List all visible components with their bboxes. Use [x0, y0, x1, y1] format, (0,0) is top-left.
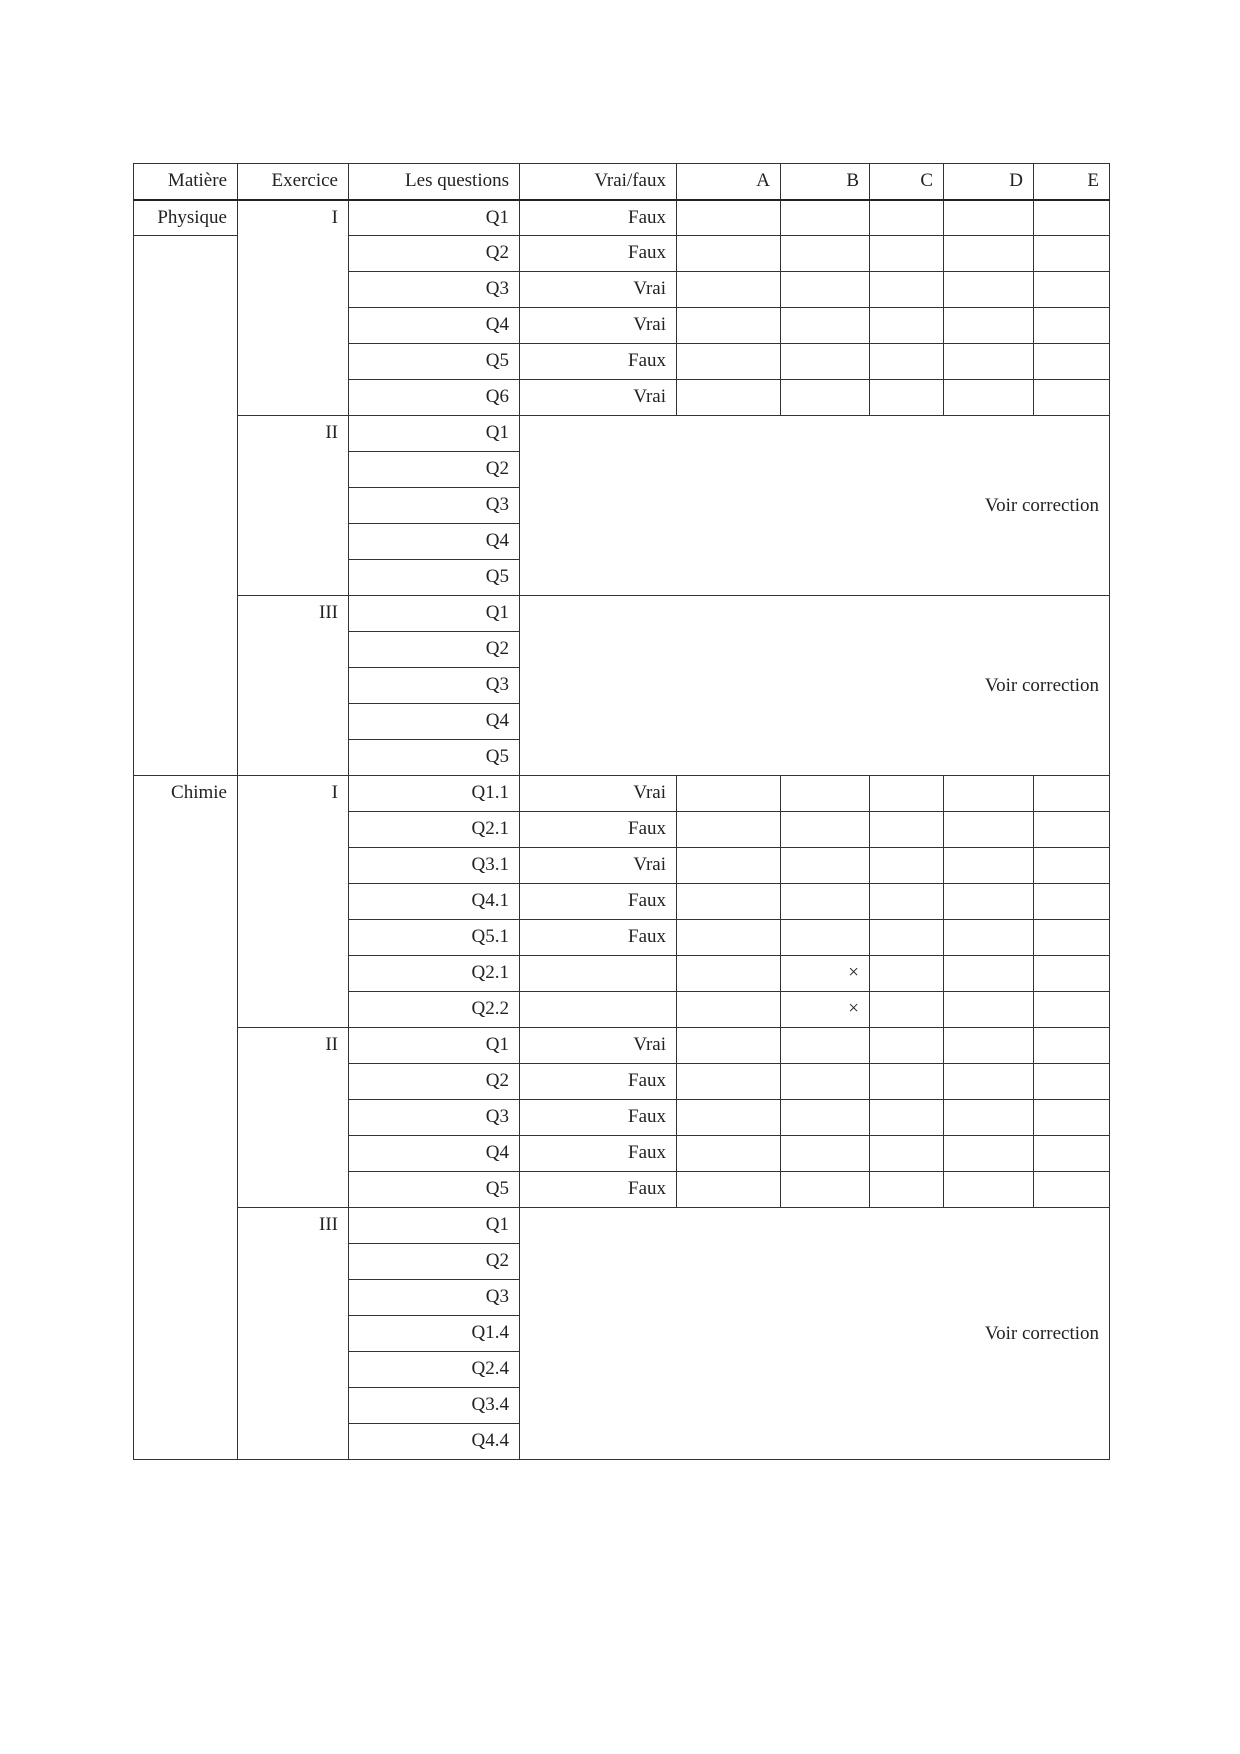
choice-cell-d	[944, 920, 1034, 956]
choice-cell-c	[870, 884, 944, 920]
choice-cell-e	[1034, 1100, 1110, 1136]
table-row	[134, 596, 1110, 632]
question-cell: Q2	[349, 1244, 520, 1280]
choice-cell-a	[677, 1028, 781, 1064]
choice-cell-a	[677, 920, 781, 956]
question-cell: Q1.4	[349, 1316, 520, 1352]
vrai-faux-cell: Faux	[520, 920, 677, 956]
choice-cell-d	[944, 380, 1034, 416]
choice-cell-c	[870, 380, 944, 416]
question-cell: Q2	[349, 632, 520, 668]
choice-cell-b	[781, 200, 870, 236]
choice-cell-a	[677, 848, 781, 884]
question-cell: Q1	[349, 416, 520, 452]
vrai-faux-cell: Faux	[520, 344, 677, 380]
question-cell: Q5	[349, 1172, 520, 1208]
choice-cell-b	[781, 1136, 870, 1172]
choice-cell-e	[1034, 380, 1110, 416]
question-cell: Q2.4	[349, 1352, 520, 1388]
choice-cell-a	[677, 992, 781, 1028]
header-cell-exercice: Exercice	[238, 164, 349, 200]
voir-correction-cell: Voir correction	[520, 596, 1110, 776]
header-cell-c: C	[870, 164, 944, 200]
choice-cell-b	[781, 380, 870, 416]
choice-cell-b	[781, 1172, 870, 1208]
question-cell: Q2.1	[349, 956, 520, 992]
question-cell: Q4.1	[349, 884, 520, 920]
choice-cell-e	[1034, 1136, 1110, 1172]
exercise-cell: II	[238, 1028, 349, 1208]
choice-cell-c	[870, 1172, 944, 1208]
choice-cell-b	[781, 1064, 870, 1100]
choice-cell-a	[677, 776, 781, 812]
choice-cell-d	[944, 200, 1034, 236]
vrai-faux-cell: Faux	[520, 236, 677, 272]
choice-cell-e	[1034, 776, 1110, 812]
question-cell: Q2.2	[349, 992, 520, 1028]
choice-cell-d	[944, 776, 1034, 812]
header-cell-vrai-faux: Vrai/faux	[520, 164, 677, 200]
vrai-faux-cell: Vrai	[520, 380, 677, 416]
header-cell-d: D	[944, 164, 1034, 200]
vrai-faux-cell: Faux	[520, 812, 677, 848]
question-cell: Q4.4	[349, 1424, 520, 1460]
choice-cell-c	[870, 848, 944, 884]
choice-cell-d	[944, 344, 1034, 380]
choice-cell-e	[1034, 272, 1110, 308]
choice-cell-b	[781, 272, 870, 308]
choice-cell-c	[870, 776, 944, 812]
choice-cell-a	[677, 1064, 781, 1100]
choice-cell-d	[944, 956, 1034, 992]
choice-cell-c	[870, 920, 944, 956]
choice-cell-e	[1034, 992, 1110, 1028]
question-cell: Q2	[349, 1064, 520, 1100]
question-cell: Q3.4	[349, 1388, 520, 1424]
choice-cell-c	[870, 956, 944, 992]
vrai-faux-cell: Faux	[520, 1172, 677, 1208]
vrai-faux-cell: Faux	[520, 1100, 677, 1136]
choice-cell-a	[677, 1136, 781, 1172]
choice-cell-a	[677, 812, 781, 848]
table-row	[134, 1208, 1110, 1244]
question-cell: Q3.1	[349, 848, 520, 884]
choice-cell-d	[944, 236, 1034, 272]
header-cell-e: E	[1034, 164, 1110, 200]
choice-cell-b	[781, 1028, 870, 1064]
question-cell: Q3	[349, 668, 520, 704]
question-cell: Q1	[349, 1028, 520, 1064]
exercise-cell: II	[238, 416, 349, 596]
vrai-faux-cell: Faux	[520, 1064, 677, 1100]
question-cell: Q4	[349, 704, 520, 740]
choice-cell-c	[870, 812, 944, 848]
question-cell: Q1.1	[349, 776, 520, 812]
question-cell: Q3	[349, 272, 520, 308]
choice-cell-d	[944, 848, 1034, 884]
table-row	[134, 416, 1110, 452]
choice-cell-d	[944, 1064, 1034, 1100]
choice-cell-c	[870, 1100, 944, 1136]
choice-cell-b	[781, 920, 870, 956]
choice-cell-a	[677, 1172, 781, 1208]
question-cell: Q4	[349, 308, 520, 344]
choice-cell-c	[870, 1136, 944, 1172]
answer-table	[133, 163, 1110, 1460]
header-row	[134, 164, 1110, 200]
question-cell: Q3	[349, 1280, 520, 1316]
header-cell-questions: Les questions	[349, 164, 520, 200]
choice-cell-a	[677, 380, 781, 416]
choice-cell-a	[677, 272, 781, 308]
choice-cell-e	[1034, 200, 1110, 236]
question-cell: Q4	[349, 1136, 520, 1172]
choice-cell-c	[870, 1028, 944, 1064]
choice-cell-e	[1034, 236, 1110, 272]
choice-cell-b	[781, 812, 870, 848]
exercise-cell: I	[238, 200, 349, 416]
question-cell: Q3	[349, 1100, 520, 1136]
subject-cell-continued	[134, 236, 238, 776]
choice-cell-d	[944, 884, 1034, 920]
vrai-faux-cell: Vrai	[520, 848, 677, 884]
choice-cell-e	[1034, 812, 1110, 848]
question-cell: Q5.1	[349, 920, 520, 956]
table-body	[134, 164, 1110, 1460]
question-cell: Q5	[349, 560, 520, 596]
vrai-faux-cell: Faux	[520, 200, 677, 236]
choice-cell-c	[870, 992, 944, 1028]
choice-cell-e	[1034, 884, 1110, 920]
vrai-faux-cell: Vrai	[520, 272, 677, 308]
choice-cell-c	[870, 308, 944, 344]
choice-cell-d	[944, 1172, 1034, 1208]
choice-cell-d	[944, 812, 1034, 848]
vrai-faux-cell: Faux	[520, 884, 677, 920]
choice-cell-c	[870, 272, 944, 308]
voir-correction-cell: Voir correction	[520, 416, 1110, 596]
vrai-faux-cell: Vrai	[520, 776, 677, 812]
choice-cell-c	[870, 344, 944, 380]
choice-cell-a	[677, 956, 781, 992]
subject-cell: Chimie	[134, 776, 238, 1460]
question-cell: Q6	[349, 380, 520, 416]
choice-cell-e	[1034, 1172, 1110, 1208]
choice-cell-d	[944, 992, 1034, 1028]
choice-cell-b	[781, 848, 870, 884]
choice-cell-e	[1034, 1028, 1110, 1064]
choice-cell-e	[1034, 848, 1110, 884]
question-cell: Q2	[349, 236, 520, 272]
table-row	[134, 776, 1110, 812]
choice-cell-e	[1034, 344, 1110, 380]
question-cell: Q5	[349, 344, 520, 380]
choice-cell-c	[870, 1064, 944, 1100]
question-cell: Q1	[349, 200, 520, 236]
question-cell: Q1	[349, 596, 520, 632]
header-cell-b: B	[781, 164, 870, 200]
choice-cell-e	[1034, 920, 1110, 956]
question-cell: Q5	[349, 740, 520, 776]
choice-cell-d	[944, 1136, 1034, 1172]
vrai-faux-cell: Vrai	[520, 308, 677, 344]
choice-mark-b: ×	[781, 956, 870, 992]
choice-cell-a	[677, 308, 781, 344]
vrai-faux-cell	[520, 992, 677, 1028]
choice-cell-d	[944, 1028, 1034, 1064]
header-cell-matiere: Matière	[134, 164, 238, 200]
choice-cell-e	[1034, 308, 1110, 344]
question-cell: Q3	[349, 488, 520, 524]
exercise-cell: III	[238, 596, 349, 776]
vrai-faux-cell: Vrai	[520, 1028, 677, 1064]
question-cell: Q2.1	[349, 812, 520, 848]
table-row	[134, 200, 1110, 236]
choice-cell-d	[944, 308, 1034, 344]
voir-correction-cell: Voir correction	[520, 1208, 1110, 1460]
choice-cell-d	[944, 272, 1034, 308]
question-cell: Q1	[349, 1208, 520, 1244]
vrai-faux-cell	[520, 956, 677, 992]
question-cell: Q4	[349, 524, 520, 560]
choice-cell-a	[677, 200, 781, 236]
choice-cell-a	[677, 236, 781, 272]
subject-cell: Physique	[134, 200, 238, 236]
choice-cell-b	[781, 884, 870, 920]
choice-cell-b	[781, 344, 870, 380]
exercise-cell: I	[238, 776, 349, 1028]
exercise-cell: III	[238, 1208, 349, 1460]
choice-cell-c	[870, 236, 944, 272]
choice-cell-b	[781, 776, 870, 812]
choice-cell-b	[781, 308, 870, 344]
table-row	[134, 1028, 1110, 1064]
choice-cell-b	[781, 236, 870, 272]
vrai-faux-cell: Faux	[520, 1136, 677, 1172]
choice-cell-a	[677, 884, 781, 920]
choice-cell-d	[944, 1100, 1034, 1136]
choice-mark-b: ×	[781, 992, 870, 1028]
choice-cell-a	[677, 1100, 781, 1136]
choice-cell-e	[1034, 956, 1110, 992]
header-cell-a: A	[677, 164, 781, 200]
question-cell: Q2	[349, 452, 520, 488]
choice-cell-c	[870, 200, 944, 236]
choice-cell-e	[1034, 1064, 1110, 1100]
choice-cell-a	[677, 344, 781, 380]
choice-cell-b	[781, 1100, 870, 1136]
